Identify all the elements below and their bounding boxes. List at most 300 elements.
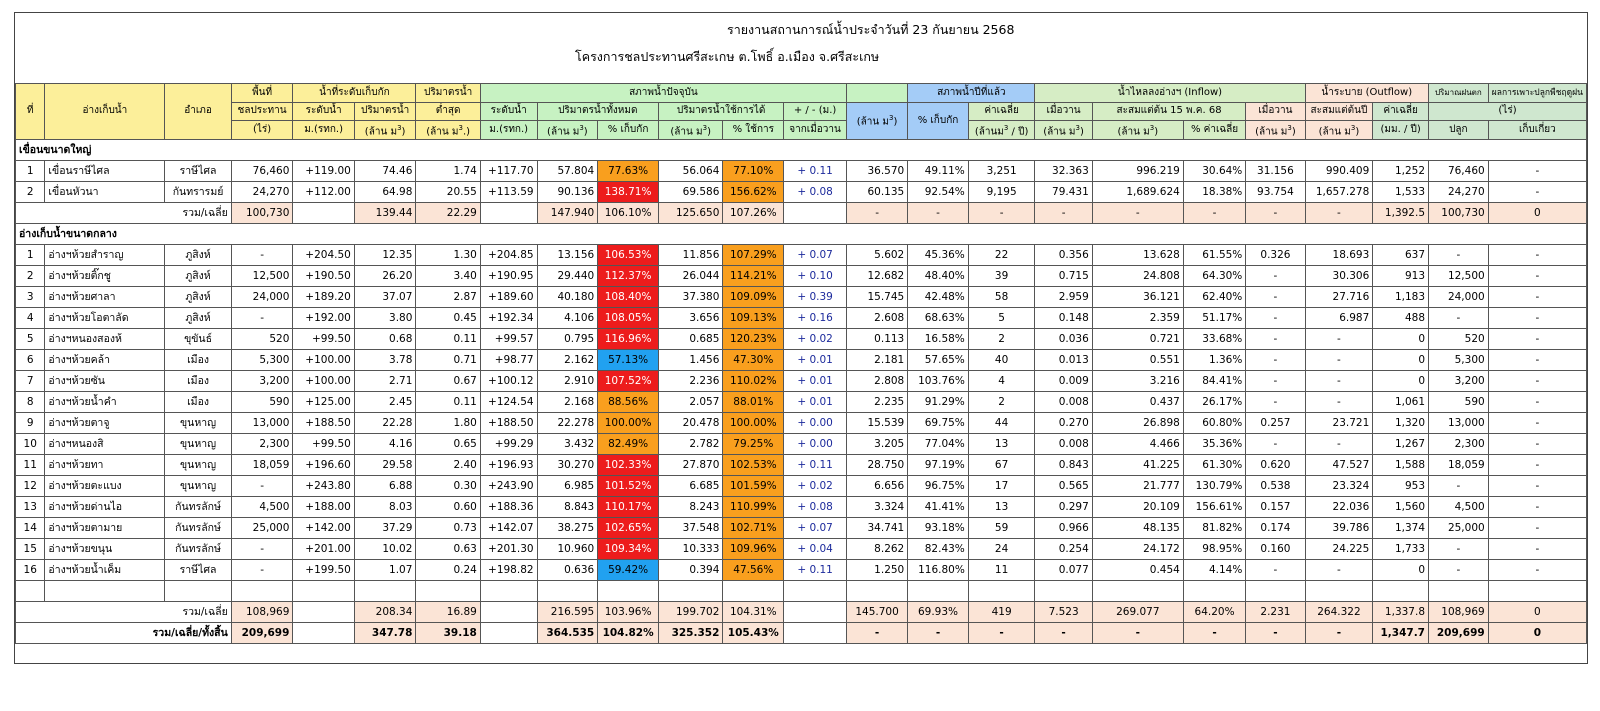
cell-area: 24,270 bbox=[231, 181, 293, 202]
cell-usable-vol: 2.057 bbox=[659, 391, 723, 412]
cell-inflow-yesterday: 0.009 bbox=[1035, 370, 1092, 391]
header-pct-avg: % ค่าเฉลี่ย bbox=[1183, 121, 1245, 140]
cell-min: 0.24 bbox=[416, 559, 480, 580]
cell-pct-storage: 109.34% bbox=[598, 538, 659, 559]
cell-rain: 488 bbox=[1373, 307, 1429, 328]
cell-inflow-cumulative: 0.551 bbox=[1092, 349, 1183, 370]
cell-inflow-yesterday: 0.715 bbox=[1035, 265, 1092, 286]
cell-outflow-cumulative: - bbox=[1305, 370, 1373, 391]
blank-cell bbox=[598, 580, 659, 601]
cell-outflow-cumulative: 990.409 bbox=[1305, 160, 1373, 181]
cell-min: 2.87 bbox=[416, 286, 480, 307]
cell-district: กันทรลักษ์ bbox=[165, 538, 231, 559]
cell-pct-usable: 102.53% bbox=[723, 454, 784, 475]
cell-inflow-avg: 13 bbox=[968, 433, 1035, 454]
cell-pct-storage: 110.17% bbox=[598, 496, 659, 517]
cell-inflow-avg: 11 bbox=[968, 559, 1035, 580]
cell-usable-vol: 37.380 bbox=[659, 286, 723, 307]
cell-cur-level: +188.36 bbox=[480, 496, 537, 517]
total-cell-usable: 125.650 bbox=[659, 202, 723, 223]
cell-ly-vol: 5.602 bbox=[846, 244, 907, 265]
cell-ly-pct: 49.11% bbox=[908, 160, 969, 181]
cell-outflow-yesterday: 93.754 bbox=[1246, 181, 1305, 202]
cell-level: +189.20 bbox=[293, 286, 354, 307]
cell-no: 3 bbox=[16, 286, 45, 307]
cell-outflow-cumulative: 27.716 bbox=[1305, 286, 1373, 307]
cell-change: + 0.01 bbox=[784, 391, 847, 412]
total-cell-plant: 108,969 bbox=[1429, 601, 1489, 622]
cell-level: +190.50 bbox=[293, 265, 354, 286]
cell-ly-vol: 2.235 bbox=[846, 391, 907, 412]
total-empty-cell bbox=[293, 622, 354, 643]
cell-outflow-yesterday: 0.160 bbox=[1246, 538, 1305, 559]
total-label: รวม/เฉลี่ย bbox=[16, 601, 232, 622]
header-usable-unit: (ล้าน ม$^3$) bbox=[659, 121, 723, 140]
total-empty-cell bbox=[480, 202, 537, 223]
cell-min: 0.30 bbox=[416, 475, 480, 496]
cell-inflow-pct: 64.30% bbox=[1183, 265, 1245, 286]
cell-pct-usable: 107.29% bbox=[723, 244, 784, 265]
cell-no: 8 bbox=[16, 391, 45, 412]
cell-pct-storage: 106.53% bbox=[598, 244, 659, 265]
blank-cell bbox=[659, 580, 723, 601]
blank-cell bbox=[846, 580, 907, 601]
cell-inflow-avg: 9,195 bbox=[968, 181, 1035, 202]
cell-total-vol: 57.804 bbox=[537, 160, 598, 181]
cell-ly-vol: 2.608 bbox=[846, 307, 907, 328]
cell-reservoir: อ่างฯห้วยซัน bbox=[45, 370, 165, 391]
cell-level: +192.00 bbox=[293, 307, 354, 328]
header-harvest: เก็บเกี่ยว bbox=[1488, 121, 1586, 140]
cell-outflow-cumulative: 30.306 bbox=[1305, 265, 1373, 286]
cell-level: +188.00 bbox=[293, 496, 354, 517]
table-row bbox=[16, 496, 1587, 517]
cell-no: 16 bbox=[16, 559, 45, 580]
cell-ly-vol: 0.113 bbox=[846, 328, 907, 349]
cell-pct-usable: 120.23% bbox=[723, 328, 784, 349]
header-pct-usable: % ใช้การ bbox=[723, 121, 784, 140]
cell-change: + 0.11 bbox=[784, 559, 847, 580]
total-cell-ly-vol: - bbox=[846, 202, 907, 223]
cell-outflow-cumulative: - bbox=[1305, 349, 1373, 370]
cell-area: - bbox=[231, 538, 293, 559]
cell-volume: 3.80 bbox=[354, 307, 416, 328]
cell-rain: 0 bbox=[1373, 370, 1429, 391]
total-cell-avg: 419 bbox=[968, 601, 1035, 622]
cell-harvest: - bbox=[1488, 286, 1586, 307]
cell-total-vol: 6.985 bbox=[537, 475, 598, 496]
blank-cell bbox=[1305, 580, 1373, 601]
cell-no: 13 bbox=[16, 496, 45, 517]
table-row bbox=[16, 454, 1587, 475]
cell-pct-storage: 102.33% bbox=[598, 454, 659, 475]
cell-ly-vol: 15.745 bbox=[846, 286, 907, 307]
cell-harvest: - bbox=[1488, 538, 1586, 559]
cell-ly-vol: 3.324 bbox=[846, 496, 907, 517]
cell-outflow-cumulative: - bbox=[1305, 433, 1373, 454]
total-cell-pct-use: 107.26% bbox=[723, 202, 784, 223]
cell-plant: 3,200 bbox=[1429, 370, 1489, 391]
blank-cell bbox=[231, 580, 293, 601]
cell-inflow-cumulative: 3.216 bbox=[1092, 370, 1183, 391]
cell-inflow-avg: 2 bbox=[968, 328, 1035, 349]
total-cell-min: 16.89 bbox=[416, 601, 480, 622]
header-crop-unit: (ไร่) bbox=[1429, 102, 1587, 121]
cell-harvest: - bbox=[1488, 307, 1586, 328]
cell-total-vol: 38.275 bbox=[537, 517, 598, 538]
cell-plant: - bbox=[1429, 559, 1489, 580]
cell-district: ราษีไศล bbox=[165, 559, 231, 580]
cell-ly-vol: 6.656 bbox=[846, 475, 907, 496]
cell-pct-storage: 101.52% bbox=[598, 475, 659, 496]
cell-harvest: - bbox=[1488, 454, 1586, 475]
blank-cell bbox=[45, 580, 165, 601]
cell-inflow-avg: 17 bbox=[968, 475, 1035, 496]
cell-reservoir: อ่างฯห้วยน้ำเค็ม bbox=[45, 559, 165, 580]
cell-reservoir: อ่างฯห้วยด่านไอ bbox=[45, 496, 165, 517]
total-cell-in-cum: - bbox=[1092, 202, 1183, 223]
cell-inflow-yesterday: 0.077 bbox=[1035, 559, 1092, 580]
cell-no: 2 bbox=[16, 181, 45, 202]
cell-rain: 1,267 bbox=[1373, 433, 1429, 454]
cell-pct-storage: 108.40% bbox=[598, 286, 659, 307]
cell-reservoir: อ่างฯหนองสองห้ bbox=[45, 328, 165, 349]
total-cell-out-y: - bbox=[1246, 202, 1305, 223]
cell-usable-vol: 11.856 bbox=[659, 244, 723, 265]
cell-pct-storage: 88.56% bbox=[598, 391, 659, 412]
cell-rain: 1,183 bbox=[1373, 286, 1429, 307]
cell-change: + 0.07 bbox=[784, 244, 847, 265]
header-rain-unit: (มม. / ปี) bbox=[1373, 121, 1429, 140]
header-plant: ปลูก bbox=[1429, 121, 1489, 140]
cell-inflow-pct: 81.82% bbox=[1183, 517, 1245, 538]
cell-pct-storage: 82.49% bbox=[598, 433, 659, 454]
cell-inflow-cumulative: 996.219 bbox=[1092, 160, 1183, 181]
cell-cur-level: +124.54 bbox=[480, 391, 537, 412]
total-cell-usable: 199.702 bbox=[659, 601, 723, 622]
cell-usable-vol: 20.478 bbox=[659, 412, 723, 433]
cell-district: ขุขันธ์ bbox=[165, 328, 231, 349]
cell-ly-vol: 34.741 bbox=[846, 517, 907, 538]
cell-harvest: - bbox=[1488, 370, 1586, 391]
cell-ly-vol: 28.750 bbox=[846, 454, 907, 475]
total-cell-out-y: - bbox=[1246, 622, 1305, 643]
cell-ly-pct: 57.65% bbox=[908, 349, 969, 370]
cell-pct-usable: 156.62% bbox=[723, 181, 784, 202]
cell-pct-usable: 114.21% bbox=[723, 265, 784, 286]
cell-ly-vol: 60.135 bbox=[846, 181, 907, 202]
cell-outflow-cumulative: - bbox=[1305, 559, 1373, 580]
cell-outflow-yesterday: - bbox=[1246, 559, 1305, 580]
cell-harvest: - bbox=[1488, 475, 1586, 496]
cell-ly-pct: 45.36% bbox=[908, 244, 969, 265]
total-cell-avg: - bbox=[968, 202, 1035, 223]
cell-ly-pct: 93.18% bbox=[908, 517, 969, 538]
header-rain-avg: ค่าเฉลี่ย bbox=[1373, 102, 1429, 121]
cell-volume: 2.45 bbox=[354, 391, 416, 412]
cell-inflow-cumulative: 2.359 bbox=[1092, 307, 1183, 328]
cell-level: +125.00 bbox=[293, 391, 354, 412]
cell-plant: 520 bbox=[1429, 328, 1489, 349]
cell-area: - bbox=[231, 475, 293, 496]
cell-inflow-avg: 4 bbox=[968, 370, 1035, 391]
cell-pct-usable: 47.56% bbox=[723, 559, 784, 580]
header-cur-level-unit: ม.(รทก.) bbox=[480, 121, 537, 140]
cell-inflow-avg: 44 bbox=[968, 412, 1035, 433]
cell-inflow-avg: 22 bbox=[968, 244, 1035, 265]
cell-rain: 0 bbox=[1373, 559, 1429, 580]
cell-outflow-cumulative: - bbox=[1305, 391, 1373, 412]
cell-inflow-cumulative: 24.172 bbox=[1092, 538, 1183, 559]
total-cell-area: 100,730 bbox=[231, 202, 293, 223]
cell-total-vol: 10.960 bbox=[537, 538, 598, 559]
cell-volume: 37.29 bbox=[354, 517, 416, 538]
cell-area: - bbox=[231, 244, 293, 265]
cell-inflow-avg: 39 bbox=[968, 265, 1035, 286]
cell-ly-pct: 16.58% bbox=[908, 328, 969, 349]
table-row bbox=[16, 307, 1587, 328]
cell-inflow-pct: 62.40% bbox=[1183, 286, 1245, 307]
cell-district: ภูสิงห์ bbox=[165, 307, 231, 328]
cell-ly-vol: 1.250 bbox=[846, 559, 907, 580]
cell-total-vol: 8.843 bbox=[537, 496, 598, 517]
cell-inflow-avg: 2 bbox=[968, 391, 1035, 412]
cell-usable-vol: 8.243 bbox=[659, 496, 723, 517]
cell-total-vol: 2.910 bbox=[537, 370, 598, 391]
blank-cell bbox=[968, 580, 1035, 601]
cell-min: 1.74 bbox=[416, 160, 480, 181]
total-label: รวม/เฉลี่ย/ทั้งสิ้น bbox=[16, 622, 232, 643]
cell-cur-level: +99.29 bbox=[480, 433, 537, 454]
cell-level: +196.60 bbox=[293, 454, 354, 475]
cell-cur-level: +243.90 bbox=[480, 475, 537, 496]
table-row bbox=[16, 160, 1587, 181]
header-min-1: ปริมาตรน้ำ bbox=[416, 84, 480, 103]
cell-level: +100.00 bbox=[293, 349, 354, 370]
total-cell-plant: 209,699 bbox=[1429, 622, 1489, 643]
cell-volume: 4.16 bbox=[354, 433, 416, 454]
header-in-cum-unit: (ล้าน ม$^3$) bbox=[1092, 121, 1183, 140]
cell-min: 0.11 bbox=[416, 328, 480, 349]
cell-change: + 0.01 bbox=[784, 370, 847, 391]
cell-level: +99.50 bbox=[293, 433, 354, 454]
cell-usable-vol: 0.685 bbox=[659, 328, 723, 349]
cell-district: กันทรลักษ์ bbox=[165, 496, 231, 517]
cell-reservoir: อ่างฯหนองสิ bbox=[45, 433, 165, 454]
cell-ly-vol: 8.262 bbox=[846, 538, 907, 559]
cell-harvest: - bbox=[1488, 517, 1586, 538]
cell-no: 7 bbox=[16, 370, 45, 391]
cell-pct-usable: 88.01% bbox=[723, 391, 784, 412]
blank-row bbox=[16, 580, 1587, 601]
cell-volume: 10.02 bbox=[354, 538, 416, 559]
cell-level: +188.50 bbox=[293, 412, 354, 433]
subtotal-row-medium bbox=[16, 601, 1587, 622]
table-row bbox=[16, 244, 1587, 265]
total-cell-ly-pct: - bbox=[908, 202, 969, 223]
total-cell-usable: 325.352 bbox=[659, 622, 723, 643]
cell-total-vol: 3.432 bbox=[537, 433, 598, 454]
cell-outflow-cumulative: 39.786 bbox=[1305, 517, 1373, 538]
total-empty-cell bbox=[480, 601, 537, 622]
header-min-3: (ล้าน ม$^3$.) bbox=[416, 121, 480, 140]
blank-cell bbox=[1183, 580, 1245, 601]
header-level-unit: ม.(รทก.) bbox=[293, 121, 354, 140]
header-change-1: + / - (ม.) bbox=[784, 102, 847, 121]
cell-plant: 24,270 bbox=[1429, 181, 1489, 202]
section-medium-reservoirs bbox=[16, 223, 1587, 244]
cell-reservoir: อ่างฯห้วยทา bbox=[45, 454, 165, 475]
blank-cell bbox=[1373, 580, 1429, 601]
total-cell-harvest: 0 bbox=[1488, 622, 1586, 643]
cell-ly-pct: 92.54% bbox=[908, 181, 969, 202]
cell-usable-vol: 2.236 bbox=[659, 370, 723, 391]
cell-pct-usable: 77.10% bbox=[723, 160, 784, 181]
total-cell-avg: - bbox=[968, 622, 1035, 643]
cell-pct-storage: 116.96% bbox=[598, 328, 659, 349]
cell-inflow-yesterday: 0.966 bbox=[1035, 517, 1092, 538]
cell-level: +112.00 bbox=[293, 181, 354, 202]
total-cell-in-cum: - bbox=[1092, 622, 1183, 643]
cell-outflow-yesterday: - bbox=[1246, 265, 1305, 286]
cell-inflow-avg: 40 bbox=[968, 349, 1035, 370]
cell-min: 0.45 bbox=[416, 307, 480, 328]
header-yesterday: เมื่อวาน bbox=[1035, 102, 1092, 121]
total-cell-in-pct: - bbox=[1183, 202, 1245, 223]
cell-usable-vol: 10.333 bbox=[659, 538, 723, 559]
cell-change: + 0.39 bbox=[784, 286, 847, 307]
cell-min: 0.63 bbox=[416, 538, 480, 559]
cell-district: ขุนหาญ bbox=[165, 433, 231, 454]
total-cell-pct-use: 104.31% bbox=[723, 601, 784, 622]
cell-cur-level: +113.59 bbox=[480, 181, 537, 202]
cell-pct-storage: 57.13% bbox=[598, 349, 659, 370]
cell-outflow-yesterday: 0.326 bbox=[1246, 244, 1305, 265]
cell-inflow-yesterday: 0.565 bbox=[1035, 475, 1092, 496]
table-row bbox=[16, 328, 1587, 349]
cell-pct-storage: 102.65% bbox=[598, 517, 659, 538]
header-volume-unit: (ล้าน ม$^3$) bbox=[354, 121, 416, 140]
total-cell-harvest: 0 bbox=[1488, 601, 1586, 622]
cell-plant: 4,500 bbox=[1429, 496, 1489, 517]
cell-inflow-pct: 18.38% bbox=[1183, 181, 1245, 202]
cell-inflow-avg: 3,251 bbox=[968, 160, 1035, 181]
total-cell-vol: 139.44 bbox=[354, 202, 416, 223]
cell-district: เมือง bbox=[165, 349, 231, 370]
cell-outflow-yesterday: - bbox=[1246, 307, 1305, 328]
cell-change: + 0.02 bbox=[784, 328, 847, 349]
cell-no: 11 bbox=[16, 454, 45, 475]
grand-total-row bbox=[16, 622, 1587, 643]
cell-area: 24,000 bbox=[231, 286, 293, 307]
cell-inflow-yesterday: 0.036 bbox=[1035, 328, 1092, 349]
cell-plant: 2,300 bbox=[1429, 433, 1489, 454]
cell-volume: 0.68 bbox=[354, 328, 416, 349]
header-area-2: ชลประทาน bbox=[231, 102, 293, 121]
header-crop-group: ผลการเพาะปลูกพืชฤดูฝน bbox=[1488, 84, 1586, 103]
header-pct-storage: % เก็บกัก bbox=[598, 121, 659, 140]
cell-inflow-cumulative: 48.135 bbox=[1092, 517, 1183, 538]
cell-harvest: - bbox=[1488, 181, 1586, 202]
cell-cur-level: +198.82 bbox=[480, 559, 537, 580]
table-row bbox=[16, 475, 1587, 496]
cell-cur-level: +204.85 bbox=[480, 244, 537, 265]
total-empty-cell bbox=[293, 601, 354, 622]
header-rain-group: ปริมาณฝนตก bbox=[1429, 84, 1489, 103]
header-avg-unit: (ล้านม$^3$ / ปี) bbox=[968, 121, 1035, 140]
table-row bbox=[16, 286, 1587, 307]
cell-inflow-pct: 84.41% bbox=[1183, 370, 1245, 391]
report-header bbox=[15, 13, 1587, 84]
cell-harvest: - bbox=[1488, 244, 1586, 265]
cell-volume: 12.35 bbox=[354, 244, 416, 265]
cell-district: ภูสิงห์ bbox=[165, 244, 231, 265]
cell-ly-vol: 2.181 bbox=[846, 349, 907, 370]
cell-ly-pct: 69.75% bbox=[908, 412, 969, 433]
cell-inflow-cumulative: 21.777 bbox=[1092, 475, 1183, 496]
cell-inflow-yesterday: 0.008 bbox=[1035, 433, 1092, 454]
cell-usable-vol: 2.782 bbox=[659, 433, 723, 454]
total-cell-out-y: 2.231 bbox=[1246, 601, 1305, 622]
cell-inflow-avg: 13 bbox=[968, 496, 1035, 517]
cell-ly-pct: 77.04% bbox=[908, 433, 969, 454]
cell-level: +243.80 bbox=[293, 475, 354, 496]
total-cell-total: 216.595 bbox=[537, 601, 598, 622]
cell-inflow-yesterday: 0.270 bbox=[1035, 412, 1092, 433]
cell-reservoir: อ่างฯห้วยน้ำคำ bbox=[45, 391, 165, 412]
cell-reservoir: อ่างฯห้วยศาลา bbox=[45, 286, 165, 307]
header-change-blank bbox=[846, 84, 907, 103]
header-out-yesterday: เมื่อวาน bbox=[1246, 102, 1305, 121]
cell-inflow-yesterday: 0.013 bbox=[1035, 349, 1092, 370]
cell-no: 9 bbox=[16, 412, 45, 433]
cell-no: 1 bbox=[16, 244, 45, 265]
cell-outflow-cumulative: 24.225 bbox=[1305, 538, 1373, 559]
total-cell-ly-vol: 145.700 bbox=[846, 601, 907, 622]
table-body bbox=[16, 139, 1587, 643]
cell-ly-vol: 15.539 bbox=[846, 412, 907, 433]
cell-cur-level: +100.12 bbox=[480, 370, 537, 391]
cell-ly-pct: 41.41% bbox=[908, 496, 969, 517]
cell-reservoir: อ่างฯห้วยคล้า bbox=[45, 349, 165, 370]
blank-cell bbox=[165, 580, 231, 601]
cell-volume: 22.28 bbox=[354, 412, 416, 433]
cell-outflow-cumulative: 18.693 bbox=[1305, 244, 1373, 265]
cell-area: 5,300 bbox=[231, 349, 293, 370]
header-out-cum: สะสมแต่ต้นปี bbox=[1305, 102, 1373, 121]
cell-outflow-cumulative: 1,657.278 bbox=[1305, 181, 1373, 202]
cell-ly-vol: 36.570 bbox=[846, 160, 907, 181]
table-row bbox=[16, 433, 1587, 454]
cell-rain: 913 bbox=[1373, 265, 1429, 286]
cell-total-vol: 2.162 bbox=[537, 349, 598, 370]
cell-inflow-cumulative: 0.454 bbox=[1092, 559, 1183, 580]
total-cell-in-y: - bbox=[1035, 622, 1092, 643]
cell-inflow-yesterday: 0.843 bbox=[1035, 454, 1092, 475]
cell-no: 14 bbox=[16, 517, 45, 538]
subtotal-row-large bbox=[16, 202, 1587, 223]
cell-usable-vol: 0.394 bbox=[659, 559, 723, 580]
cell-pct-storage: 77.63% bbox=[598, 160, 659, 181]
header-in-y-unit: (ล้าน ม$^3$) bbox=[1035, 121, 1092, 140]
total-cell-out-cum: - bbox=[1305, 202, 1373, 223]
cell-district: ขุนหาญ bbox=[165, 454, 231, 475]
cell-plant: 12,500 bbox=[1429, 265, 1489, 286]
cell-cur-level: +201.30 bbox=[480, 538, 537, 559]
cell-usable-vol: 37.548 bbox=[659, 517, 723, 538]
cell-district: กันทรารมย์ bbox=[165, 181, 231, 202]
cell-rain: 953 bbox=[1373, 475, 1429, 496]
